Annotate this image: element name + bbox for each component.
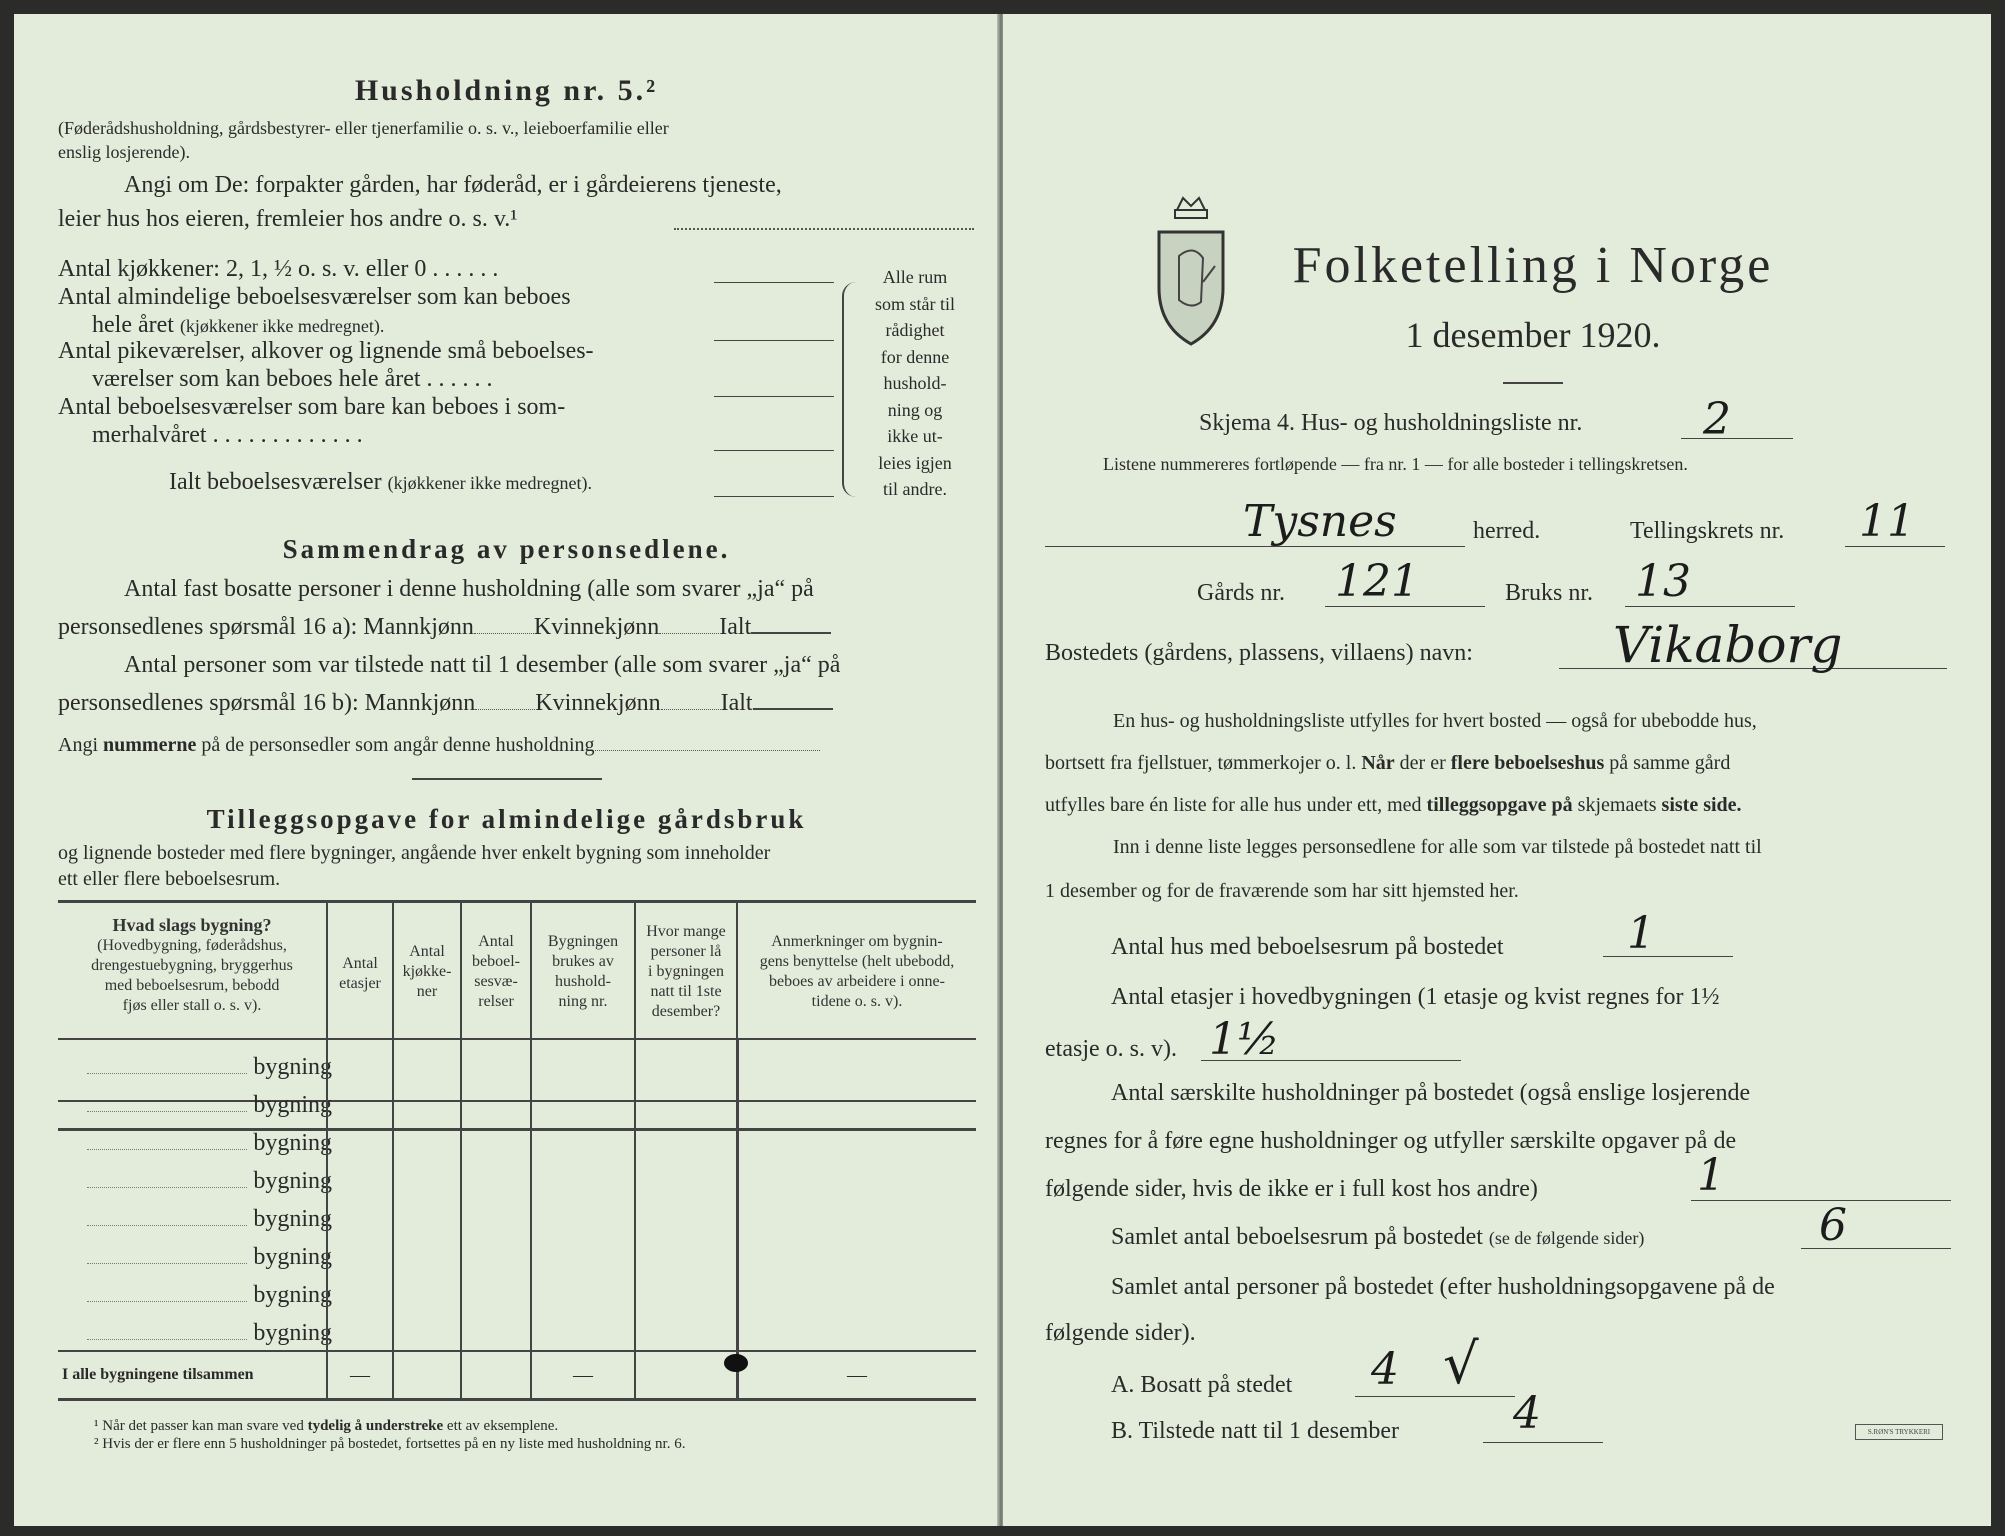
q-households-answer: 1 xyxy=(1697,1150,1725,1201)
coat-of-arms-icon xyxy=(1153,192,1229,356)
q-houses: Antal hus med beboelsesrum på bostedet xyxy=(1111,934,1504,960)
angi-line-2: leier hus hos eieren, fremleier hos andre o. s. v.¹ xyxy=(58,206,518,232)
summary-line-3: Antal personer som var tilstede natt til 1 desember (alle som svarer „ja“ på xyxy=(124,652,841,678)
list-number-line xyxy=(1681,438,1793,439)
side-note: Alle rum som står til rådighet for denne hushold- ning og ikke ut- leies igjen til andre. xyxy=(875,267,955,499)
household-title: Husholdning nr. 5.² xyxy=(354,74,659,107)
schema-line: Skjema 4. Hus- og husholdningsliste nr. xyxy=(1199,410,1583,436)
divider xyxy=(1503,382,1563,384)
holding-number-label: Bruks nr. xyxy=(1505,580,1594,606)
angi-line-1: Angi om De: forpakter gården, har føderåd, er i gårdeierens tjeneste, xyxy=(124,172,782,198)
left-page xyxy=(14,14,999,1526)
col-header-kitchens: Antal kjøkke- ner xyxy=(402,943,452,1000)
list-number: 2 xyxy=(1703,394,1731,445)
district-number: 11 xyxy=(1859,496,1915,547)
rooms-kitchens: Antal kjøkkener: 2, 1, ½ o. s. v. eller 0 . . . . . . xyxy=(58,256,499,282)
q-present-answer: 4 xyxy=(1513,1388,1541,1439)
farm-number-label: Gårds nr. xyxy=(1197,580,1285,606)
col-header-floors: Antal etasjer xyxy=(339,955,381,992)
instruction-1: En hus- og husholdningsliste utfylles for hvert bosted — også for ubebodde hus, xyxy=(1113,710,1757,732)
answer-line xyxy=(714,282,834,283)
municipality-label: herred. xyxy=(1473,518,1541,544)
summary-numbers: Angi nummerne på de personsedler som angår denne husholdning xyxy=(58,734,820,757)
place-name-label: Bostedets (gårdens, plassens, villaens) navn: xyxy=(1045,640,1473,666)
supplement-title: Tilleggsopgave for almindelige gårdsbruk xyxy=(206,804,807,834)
q-households-3: følgende sider, hvis de ikke er i full kost hos andre) xyxy=(1045,1176,1538,1202)
q-resident-line xyxy=(1355,1396,1515,1397)
rooms-summer-1: Antal beboelsesværelser som bare kan beboes i som- xyxy=(58,394,566,420)
angi-answer-line xyxy=(674,228,974,230)
municipality-name: Tysnes xyxy=(1243,496,1397,547)
summary-line-4: personsedlenes spørsmål 16 b): Mannkjønn Kvinnekjønn Ialt xyxy=(58,690,833,717)
q-floors-answer: 1½ xyxy=(1209,1014,1280,1065)
q-houses-line xyxy=(1603,956,1733,957)
check-mark: √ xyxy=(1443,1332,1479,1397)
ink-blot xyxy=(724,1354,748,1372)
q-persons-1: Samlet antal personer på bostedet (efter husholdningsopgavene på de xyxy=(1111,1274,1775,1300)
total-household-dash: — xyxy=(573,1364,593,1386)
holding-number: 13 xyxy=(1635,556,1691,607)
summary-line-2: personsedlenes spørsmål 16 a): Mannkjønn Kvinnekjønn Ialt xyxy=(58,614,831,641)
rooms-ordinary-2: hele året (kjøkkener ikke medregnet). xyxy=(92,312,385,338)
q-rooms-answer: 6 xyxy=(1819,1200,1847,1251)
numbering-note: Listene nummereres fortløpende — fra nr. 1 — for alle bosteder i tellingskretsen. xyxy=(1103,454,1688,474)
col-header-rooms: Antal beboel- sesvæ- relser xyxy=(472,933,520,1010)
table-row: bygning xyxy=(62,1092,332,1119)
answer-line xyxy=(714,496,834,497)
q-resident: A. Bosatt på stedet xyxy=(1111,1372,1293,1398)
q-floors-1: Antal etasjer i hovedbygningen (1 etasje og kvist regnes for 1½ xyxy=(1111,984,1720,1010)
total-remarks-dash: — xyxy=(847,1364,867,1386)
printer-stamp: S.RØN'S TRYKKERI xyxy=(1855,1424,1943,1440)
q-resident-answer: 4 xyxy=(1371,1344,1399,1395)
divider xyxy=(412,778,602,780)
q-households-1: Antal særskilte husholdninger på bostedet (også enslige losjerende xyxy=(1111,1080,1751,1106)
table-row: bygning xyxy=(62,1054,332,1081)
col-header-household: Bygningen brukes av hushold- ning nr. xyxy=(547,933,619,1010)
supplement-line-1: og lignende bosteder med flere bygninger, angående hver enkelt bygning som inneholder xyxy=(58,842,771,864)
q-houses-answer: 1 xyxy=(1627,908,1655,959)
intro-note-1: (Føderådshusholdning, gårdsbestyrer- eller tjenerfamilie o. s. v., leieboerfamilie eller xyxy=(58,118,669,138)
answer-line xyxy=(714,450,834,451)
table-row: bygning xyxy=(62,1168,332,1195)
brace xyxy=(842,282,858,497)
q-present-line xyxy=(1483,1442,1603,1443)
instruction-4: Inn i denne liste legges personsedlene for alle som var tilstede på bostedet natt til xyxy=(1113,836,1762,858)
table-row: bygning xyxy=(62,1130,332,1157)
col-header-remarks: Anmerkninger om bygnin- gens benyttelse (helt ubebodd, beboes av arbeidere i onne- tidene o. s. v). xyxy=(759,933,955,1010)
table-row: bygning xyxy=(62,1244,332,1271)
rooms-total: Ialt beboelsesværelser (kjøkkener ikke medregnet). xyxy=(169,469,593,495)
supplement-line-2: ett eller flere beboelsesrum. xyxy=(58,868,281,890)
right-page xyxy=(1003,14,1991,1526)
rooms-ordinary-1: Antal almindelige beboelsesværelser som kan beboes xyxy=(58,284,571,310)
table-row: bygning xyxy=(62,1206,332,1233)
q-rooms: Samlet antal beboelsesrum på bostedet (se de følgende sider) xyxy=(1111,1224,1645,1250)
main-title: Folketelling i Norge xyxy=(1292,237,1774,294)
instruction-3: utfylles bare én liste for alle hus under ett, med tilleggsopgave på skjemaets siste side. xyxy=(1045,794,1742,816)
q-present: B. Tilstede natt til 1 desember xyxy=(1111,1418,1399,1444)
district-label: Tellingskrets nr. xyxy=(1630,518,1785,544)
col-header-building: Hvad slags bygning? (Hovedbygning, føderådshus, drengestuebygning, bryggerhus med beboelsesrum, bebodd fjøs eller stall o. s. v). xyxy=(91,915,293,1014)
census-date: 1 desember 1920. xyxy=(1405,315,1661,355)
col-header-persons: Hvor mange personer lå i bygningen natt til 1ste desember? xyxy=(646,923,726,1020)
rooms-summer-2: merhalvåret . . . . . . . . . . . . . xyxy=(92,422,363,448)
answer-line xyxy=(714,340,834,341)
q-floors-2: etasje o. s. v). xyxy=(1045,1036,1177,1062)
footnote-1: ¹ Når det passer kan man svare ved tydelig å understreke ett av eksemplene. xyxy=(94,1418,559,1434)
summary-title: Sammendrag av personsedlene. xyxy=(282,534,731,564)
total-floors-dash: — xyxy=(350,1364,370,1386)
rooms-small-1: Antal pikeværelser, alkover og lignende små beboelses- xyxy=(58,338,594,364)
rooms-small-2: værelser som kan beboes hele året . . . . . . xyxy=(92,366,493,392)
table-total-label: I alle bygningene tilsammen xyxy=(62,1366,254,1383)
instruction-5: 1 desember og for de fraværende som har sitt hjemsted her. xyxy=(1045,880,1519,902)
q-persons-2: følgende sider). xyxy=(1045,1320,1196,1346)
instruction-2: bortsett fra fjellstuer, tømmerkojer o. l. Når der er flere beboelseshus på samme gård xyxy=(1045,752,1731,774)
q-households-2: regnes for å føre egne husholdninger og utfyller særskilte opgaver på de xyxy=(1045,1128,1737,1154)
summary-line-1: Antal fast bosatte personer i denne husholdning (alle som svarer „ja“ på xyxy=(124,576,814,602)
footnote-2: ² Hvis der er flere enn 5 husholdninger på bostedet, fortsettes på en ny liste med husholdning nr. 6. xyxy=(94,1436,686,1452)
farm-number: 121 xyxy=(1335,556,1419,607)
table-row: bygning xyxy=(62,1282,332,1309)
intro-note-2: enslig losjerende). xyxy=(58,142,190,162)
answer-line xyxy=(714,396,834,397)
table-row: bygning xyxy=(62,1320,332,1347)
place-name: Vikaborg xyxy=(1613,616,1843,674)
